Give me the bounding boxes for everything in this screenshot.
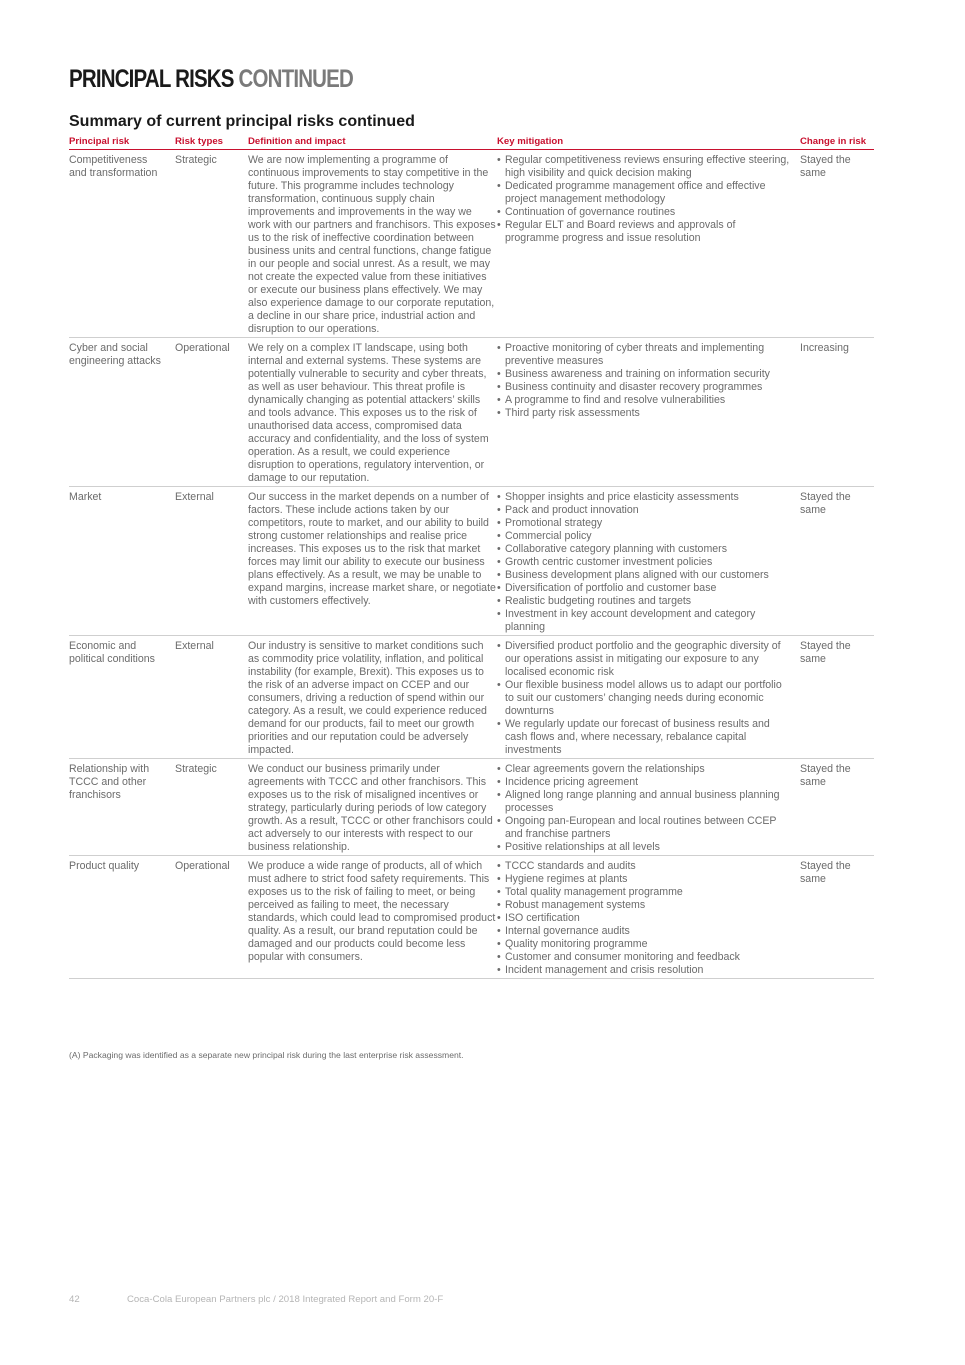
table-row: [69, 636, 874, 759]
mitigation-cell: [497, 338, 800, 487]
mitigation-item: • Total quality management programme: [497, 886, 790, 899]
table-header-row: [69, 134, 874, 150]
mitigation-item: • Realistic budgeting routines and targets: [497, 595, 790, 608]
definition-cell: Our success in the market depends on a number of factors. These include actions taken by our competitors, route to market, and our ability to build strong customer relationships and realise price increases. This exposes us to the risk that market forces may limit our ability to execute our business plans effectively. As a result, we may be unable to expand margins, increase market share, or negotiate with customers effectively.: [248, 487, 497, 636]
change-in-risk-cell: Stayed the same: [800, 636, 874, 759]
principal-risk-cell: Relationship with TCCC and other franchisors: [69, 759, 175, 856]
mitigation-item: • Incident management and crisis resolution: [497, 964, 790, 977]
definition-cell: We are now implementing a programme of continuous improvements to stay competitive in the future. This programme includes technology transformation, continuous supply chain improvements and improvements in the way we work with our partners and franchisors. This exposes us to the risk of ineffective coordination between business units and central functions, change fatigue in our people and social unrest. As a result, we may not create the expected value from these initiatives or execute our business plans effectively. We may also experience damage to our corporate reputation, a decline in our share price, industrial action and disruption to our operations.: [248, 150, 497, 338]
mitigation-item: • Aligned long range planning and annual business planning processes: [497, 789, 790, 815]
mitigation-item: • Diversification of portfolio and customer base: [497, 582, 790, 595]
mitigation-item: • ISO certification: [497, 912, 790, 925]
mitigation-item: • Positive relationships at all levels: [497, 841, 790, 854]
mitigation-cell: [497, 759, 800, 856]
risk-type-cell: Strategic: [175, 759, 248, 856]
mitigation-item: • Pack and product innovation: [497, 504, 790, 517]
footnote: (A) Packaging was identified as a separate new principal risk during the last enterprise risk assessment.: [69, 1050, 464, 1060]
mitigation-item: • Proactive monitoring of cyber threats and implementing preventive measures: [497, 342, 790, 368]
page-number: 42: [69, 1294, 80, 1305]
mitigation-item: • Business awareness and training on information security: [497, 368, 790, 381]
mitigation-item: • Promotional strategy: [497, 517, 790, 530]
column-header-definition: Definition and impact: [248, 134, 497, 150]
mitigation-cell: [497, 636, 800, 759]
page-footer: [69, 1294, 443, 1306]
mitigation-item: • Business continuity and disaster recovery programmes: [497, 381, 790, 394]
principal-risk-cell: Cyber and social engineering attacks: [69, 338, 175, 487]
page-title-main: PRINCIPAL RISKS: [69, 65, 234, 93]
risk-type-cell: Strategic: [175, 150, 248, 338]
mitigation-item: • Customer and consumer monitoring and feedback: [497, 951, 790, 964]
definition-cell: We conduct our business primarily under agreements with TCCC and other franchisors. This exposes us to the risk of misaligned incentives or strategy, particularly during periods of low category growth. As a result, TCCC or other franchisors could act adversely to our interests with respect to our business relationship.: [248, 759, 497, 856]
change-in-risk-cell: Stayed the same: [800, 487, 874, 636]
change-in-risk-cell: Stayed the same: [800, 150, 874, 338]
mitigation-item: • Regular ELT and Board reviews and approvals of programme progress and issue resolution: [497, 219, 790, 245]
mitigation-item: • Internal governance audits: [497, 925, 790, 938]
mitigation-item: • Business development plans aligned with our customers: [497, 569, 790, 582]
mitigation-list: [497, 491, 790, 634]
mitigation-item: • Robust management systems: [497, 899, 790, 912]
publication-title: Coca-Cola European Partners plc / 2018 Integrated Report and Form 20-F: [127, 1294, 444, 1305]
definition-cell: Our industry is sensitive to market conditions such as commodity price volatility, inflation, and political instability (for example, Brexit). This exposes us to the risk of an adverse impact on CCEP and our consumers, driving a reduction of spend within our category. As a result, we could experience reduced demand for our products, fail to meet our growth priorities and our reputation could be adversely impacted.: [248, 636, 497, 759]
mitigation-item: • Quality monitoring programme: [497, 938, 790, 951]
principal-risk-cell: Product quality: [69, 856, 175, 979]
table-row: [69, 487, 874, 636]
mitigation-item: • Growth centric customer investment policies: [497, 556, 790, 569]
mitigation-item: • Clear agreements govern the relationships: [497, 763, 790, 776]
mitigation-cell: [497, 856, 800, 979]
risk-type-cell: External: [175, 487, 248, 636]
mitigation-cell: [497, 487, 800, 636]
section-title: Summary of current principal risks continued: [69, 113, 415, 130]
mitigation-item: • Regular competitiveness reviews ensuring effective steering, high visibility and quick decision making: [497, 154, 790, 180]
table-row: [69, 338, 874, 487]
page-title-continued: CONTINUED: [238, 65, 354, 93]
mitigation-list: [497, 763, 790, 854]
mitigation-item: • Third party risk assessments: [497, 407, 790, 420]
change-in-risk-cell: Increasing: [800, 338, 874, 487]
mitigation-cell: [497, 150, 800, 338]
mitigation-item: • Investment in key account development and category planning: [497, 608, 790, 634]
risk-type-cell: Operational: [175, 856, 248, 979]
mitigation-item: • Ongoing pan-European and local routines between CCEP and franchise partners: [497, 815, 790, 841]
table-row: [69, 856, 874, 979]
definition-cell: We produce a wide range of products, all of which must adhere to strict food safety requirements. This exposes us to the risk of failing to meet, or being perceived as failing to meet, the necessary standards, which could lead to compromised product quality. As a result, our brand reputation could be damaged and our products could become less popular with consumers.: [248, 856, 497, 979]
mitigation-item: • TCCC standards and audits: [497, 860, 790, 873]
table-row: [69, 759, 874, 856]
mitigation-item: • Hygiene regimes at plants: [497, 873, 790, 886]
principal-risks-table: [69, 134, 874, 979]
mitigation-item: • Dedicated programme management office and effective project management methodology: [497, 180, 790, 206]
column-header-key-mitigation: Key mitigation: [497, 134, 800, 150]
principal-risk-cell: Economic and political conditions: [69, 636, 175, 759]
column-header-risk-types: Risk types: [175, 134, 248, 150]
mitigation-item: • We regularly update our forecast of business results and cash flows and, where necessary, rebalance capital investments: [497, 718, 790, 757]
principal-risk-cell: Market: [69, 487, 175, 636]
column-header-principal-risk: Principal risk: [69, 134, 175, 150]
risk-type-cell: Operational: [175, 338, 248, 487]
definition-cell: We rely on a complex IT landscape, using both internal and external systems. These systems are potentially vulnerable to security and cyber threats, as well as user behaviour. This threat profile is dynamically changing as potential attackers’ skills and tools advance. This exposes us to the risk of unauthorised data access, compromised data accuracy and confidentiality, and the loss of system operation. As a result, we could experience disruption to operations, regulatory intervention, or damage to our reputation.: [248, 338, 497, 487]
mitigation-item: • Shopper insights and price elasticity assessments: [497, 491, 790, 504]
mitigation-item: • Commercial policy: [497, 530, 790, 543]
mitigation-list: [497, 342, 790, 420]
change-in-risk-cell: Stayed the same: [800, 759, 874, 856]
page-title: [69, 64, 353, 94]
mitigation-item: • Diversified product portfolio and the geographic diversity of our operations assist in mitigating our exposure to any localised economic risk: [497, 640, 790, 679]
mitigation-list: [497, 640, 790, 757]
mitigation-item: • A programme to find and resolve vulnerabilities: [497, 394, 790, 407]
risk-type-cell: External: [175, 636, 248, 759]
mitigation-list: [497, 860, 790, 977]
change-in-risk-cell: Stayed the same: [800, 856, 874, 979]
column-header-change-in-risk: Change in risk: [800, 134, 874, 150]
mitigation-list: [497, 154, 790, 245]
mitigation-item: • Incidence pricing agreement: [497, 776, 790, 789]
table-row: [69, 150, 874, 338]
mitigation-item: • Continuation of governance routines: [497, 206, 790, 219]
mitigation-item: • Our flexible business model allows us to adapt our portfolio to suit our customers’ changing needs during economic downturns: [497, 679, 790, 718]
mitigation-item: • Collaborative category planning with customers: [497, 543, 790, 556]
principal-risk-cell: Competitiveness and transformation: [69, 150, 175, 338]
